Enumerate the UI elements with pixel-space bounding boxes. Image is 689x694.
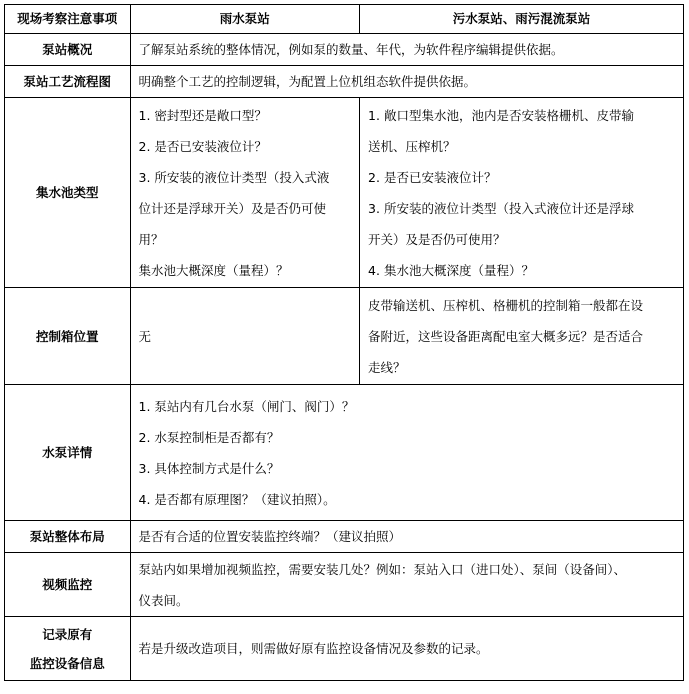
text-line: 泵站内如果增加视频监控，需要安装几处？例如：泵站入口（进口处）、泵间（设备间）、: [138, 561, 627, 577]
row-label: [5, 617, 131, 681]
row-label: 水泵详情: [5, 385, 131, 521]
text-line: 仪表间。: [138, 592, 189, 608]
text-line: 3. 所安装的液位计类型（投入式液位计还是浮球: [368, 200, 634, 216]
row-record: [5, 617, 684, 681]
video-cell: [130, 553, 684, 617]
row-label: 控制箱位置: [5, 288, 131, 385]
text-line: 集水池大概深度（量程）？: [138, 262, 289, 278]
text-line: 皮带输送机、压榨机、格栅机的控制箱一般都在设: [368, 297, 644, 313]
row-label: 泵站整体布局: [5, 521, 131, 553]
row-text: 明确整个工艺的控制逻辑，为配置上位机组态软件提供依据。: [130, 66, 684, 98]
row-pump-details: [5, 385, 684, 521]
text-line: 2. 水泵控制柜是否都有？: [138, 429, 280, 445]
pump-details-cell: [130, 385, 684, 521]
sump-rain-cell: [130, 98, 360, 288]
row-overview: [5, 34, 684, 66]
text-line: 2. 是否已安装液位计？: [138, 138, 267, 154]
row-label: 泵站工艺流程图: [5, 66, 131, 98]
text-line: 备附近，这些设备距离配电室大概多远？是否适合: [368, 328, 644, 344]
row-label: 泵站概况: [5, 34, 131, 66]
row-sump: [5, 98, 684, 288]
row-label-line: 记录原有: [42, 626, 93, 642]
text-line: 3. 所安装的液位计类型（投入式液: [138, 169, 330, 185]
text-line: 1. 泵站内有几台水泵（闸门、阀门）？: [138, 398, 355, 414]
text-line: 4. 集水池大概深度（量程）？: [368, 262, 534, 278]
row-control-box: [5, 288, 684, 385]
text-line: 3. 具体控制方式是什么？: [138, 460, 280, 476]
text-line: 送机、压榨机？: [368, 138, 456, 154]
text-line: 用？: [138, 231, 164, 247]
inspection-table: [4, 4, 684, 681]
text-line: 2. 是否已安装液位计？: [368, 169, 497, 185]
control-box-rain-cell: 无: [130, 288, 360, 385]
header-row: [5, 5, 684, 34]
row-text: 若是升级改造项目，则需做好原有监控设备情况及参数的记录。: [130, 617, 684, 681]
text-line: 1. 敞口型集水池，池内是否安装格栅机、皮带输: [368, 107, 634, 123]
row-label-line: 监控设备信息: [29, 655, 105, 671]
text-line: 1. 密封型还是敞口型？: [138, 107, 267, 123]
header-col-rain: 雨水泵站: [130, 5, 360, 34]
header-col-sewage: 污水泵站、雨污混流泵站: [360, 5, 684, 34]
row-text: 了解泵站系统的整体情况，例如泵的数量、年代，为软件程序编辑提供依据。: [130, 34, 684, 66]
text-line: 走线？: [368, 359, 406, 375]
row-label: 视频监控: [5, 553, 131, 617]
row-process: [5, 66, 684, 98]
sump-sewage-cell: [360, 98, 684, 288]
text-line: 4. 是否都有原理图？（建议拍照）。: [138, 491, 336, 507]
text-line: 开关）及是否仍可使用？: [368, 231, 506, 247]
row-label: 集水池类型: [5, 98, 131, 288]
row-text: 是否有合适的位置安装监控终端？（建议拍照）: [130, 521, 684, 553]
row-layout: [5, 521, 684, 553]
text-line: 位计还是浮球开关）及是否仍可使: [138, 200, 327, 216]
header-col-items: 现场考察注意事项: [5, 5, 131, 34]
row-video: [5, 553, 684, 617]
control-box-sewage-cell: [360, 288, 684, 385]
